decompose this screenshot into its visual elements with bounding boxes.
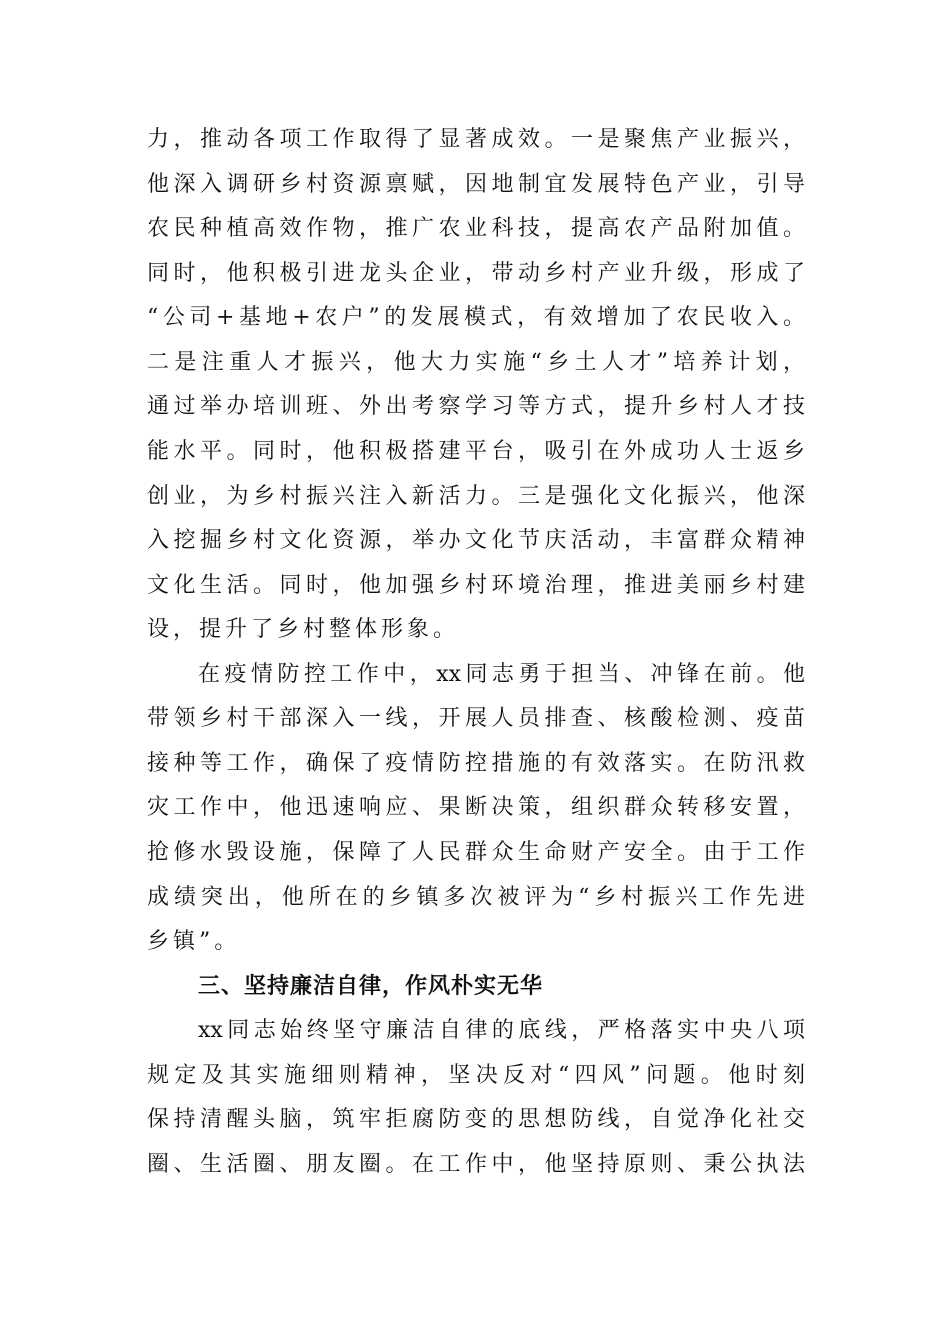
text-line: 圈、生活圈、朋友圈。在工作中，他坚持原则、秉公执法	[147, 1151, 805, 1177]
text-line: 农民种植高效作物，推广农业科技，提高农产品附加值。	[147, 216, 805, 242]
text-line: 成绩突出，他所在的乡镇多次被评为“乡村振兴工作先进	[147, 884, 805, 910]
text-line: 力，推动各项工作取得了显著成效。一是聚焦产业振兴，	[147, 127, 805, 152]
text-line: 创业，为乡村振兴注入新活力。三是强化文化振兴，他深	[147, 483, 805, 509]
text-line: 规定及其实施细则精神，坚决反对“四风”问题。他时刻	[147, 1062, 805, 1088]
text-line: xx同志始终坚守廉洁自律的底线，严格落实中央八项	[198, 1018, 805, 1044]
text-line: 通过举办培训班、外出考察学习等方式，提升乡村人才技	[147, 394, 805, 420]
text-line: 灾工作中，他迅速响应、果断决策，组织群众转移安置，	[147, 795, 805, 821]
text-line: 在疫情防控工作中，xx同志勇于担当、冲锋在前。他	[198, 661, 805, 687]
text-line: 带领乡村干部深入一线，开展人员排查、核酸检测、疫苗	[147, 706, 805, 732]
paragraph	[147, 118, 805, 653]
text-line: 二是注重人才振兴，他大力实施“乡土人才”培养计划，	[147, 349, 805, 375]
paragraph	[147, 1009, 805, 1187]
text-line: 保持清醒头脑，筑牢拒腐防变的思想防线，自觉净化社交	[147, 1107, 805, 1133]
text-line: 设，提升了乡村整体形象。	[147, 617, 460, 643]
text-line: 乡镇”。	[147, 929, 241, 955]
paragraph	[147, 653, 805, 965]
document-page	[147, 118, 805, 1188]
section-heading: 三、坚持廉洁自律，作风朴实无华	[198, 973, 544, 999]
text-line: 接种等工作，确保了疫情防控措施的有效落实。在防汛救	[147, 750, 805, 776]
text-line: 入挖掘乡村文化资源，举办文化节庆活动，丰富群众精神	[147, 528, 805, 554]
text-line: 文化生活。同时，他加强乡村环境治理，推进美丽乡村建	[147, 572, 805, 598]
text-line: 同时，他积极引进龙头企业，带动乡村产业升级，形成了	[147, 260, 805, 286]
text-line: 抢修水毁设施，保障了人民群众生命财产安全。由于工作	[147, 840, 805, 865]
text-line: 他深入调研乡村资源禀赋，因地制宜发展特色产业，引导	[147, 171, 805, 197]
text-line: 能水平。同时，他积极搭建平台，吸引在外成功人士返乡	[147, 438, 805, 464]
text-line: “公司+基地+农户”的发展模式，有效增加了农民收入。	[147, 305, 805, 331]
